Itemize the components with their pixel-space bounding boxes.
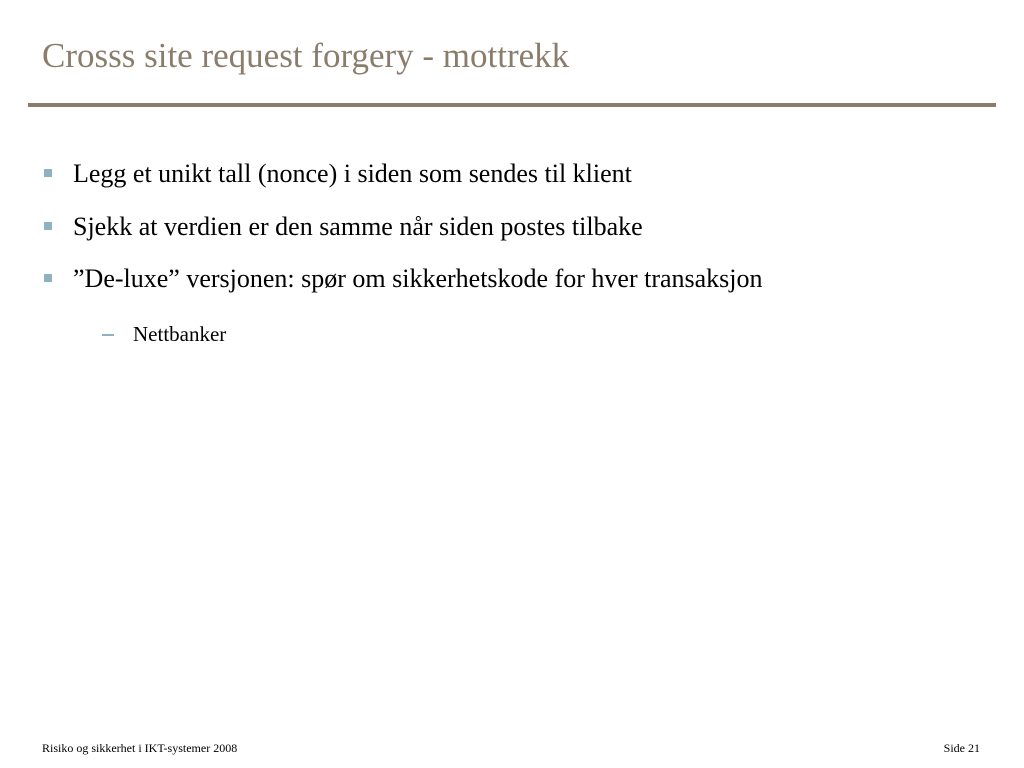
footer-course-title: Risiko og sikkerhet i IKT-systemer 2008 (42, 741, 238, 755)
square-bullet-icon (44, 222, 52, 230)
slide-title: Crosss site request forgery - mottrekk (42, 36, 570, 75)
dash-bullet-icon (102, 334, 114, 336)
bullet-text: ”De-luxe” versjonen: spør om sikkerhetskode for hver transaksjon (73, 264, 763, 293)
bullet-text: Sjekk at verdien er den samme når siden postes tilbake (73, 212, 643, 241)
sub-bullet-text: Nettbanker (133, 322, 227, 346)
bullet-text: Legg et unikt tall (nonce) i siden som sendes til klient (73, 159, 632, 188)
square-bullet-icon (44, 274, 52, 282)
footer-page-number: Side 21 (943, 741, 980, 755)
title-divider (28, 103, 996, 107)
square-bullet-icon (44, 169, 52, 177)
